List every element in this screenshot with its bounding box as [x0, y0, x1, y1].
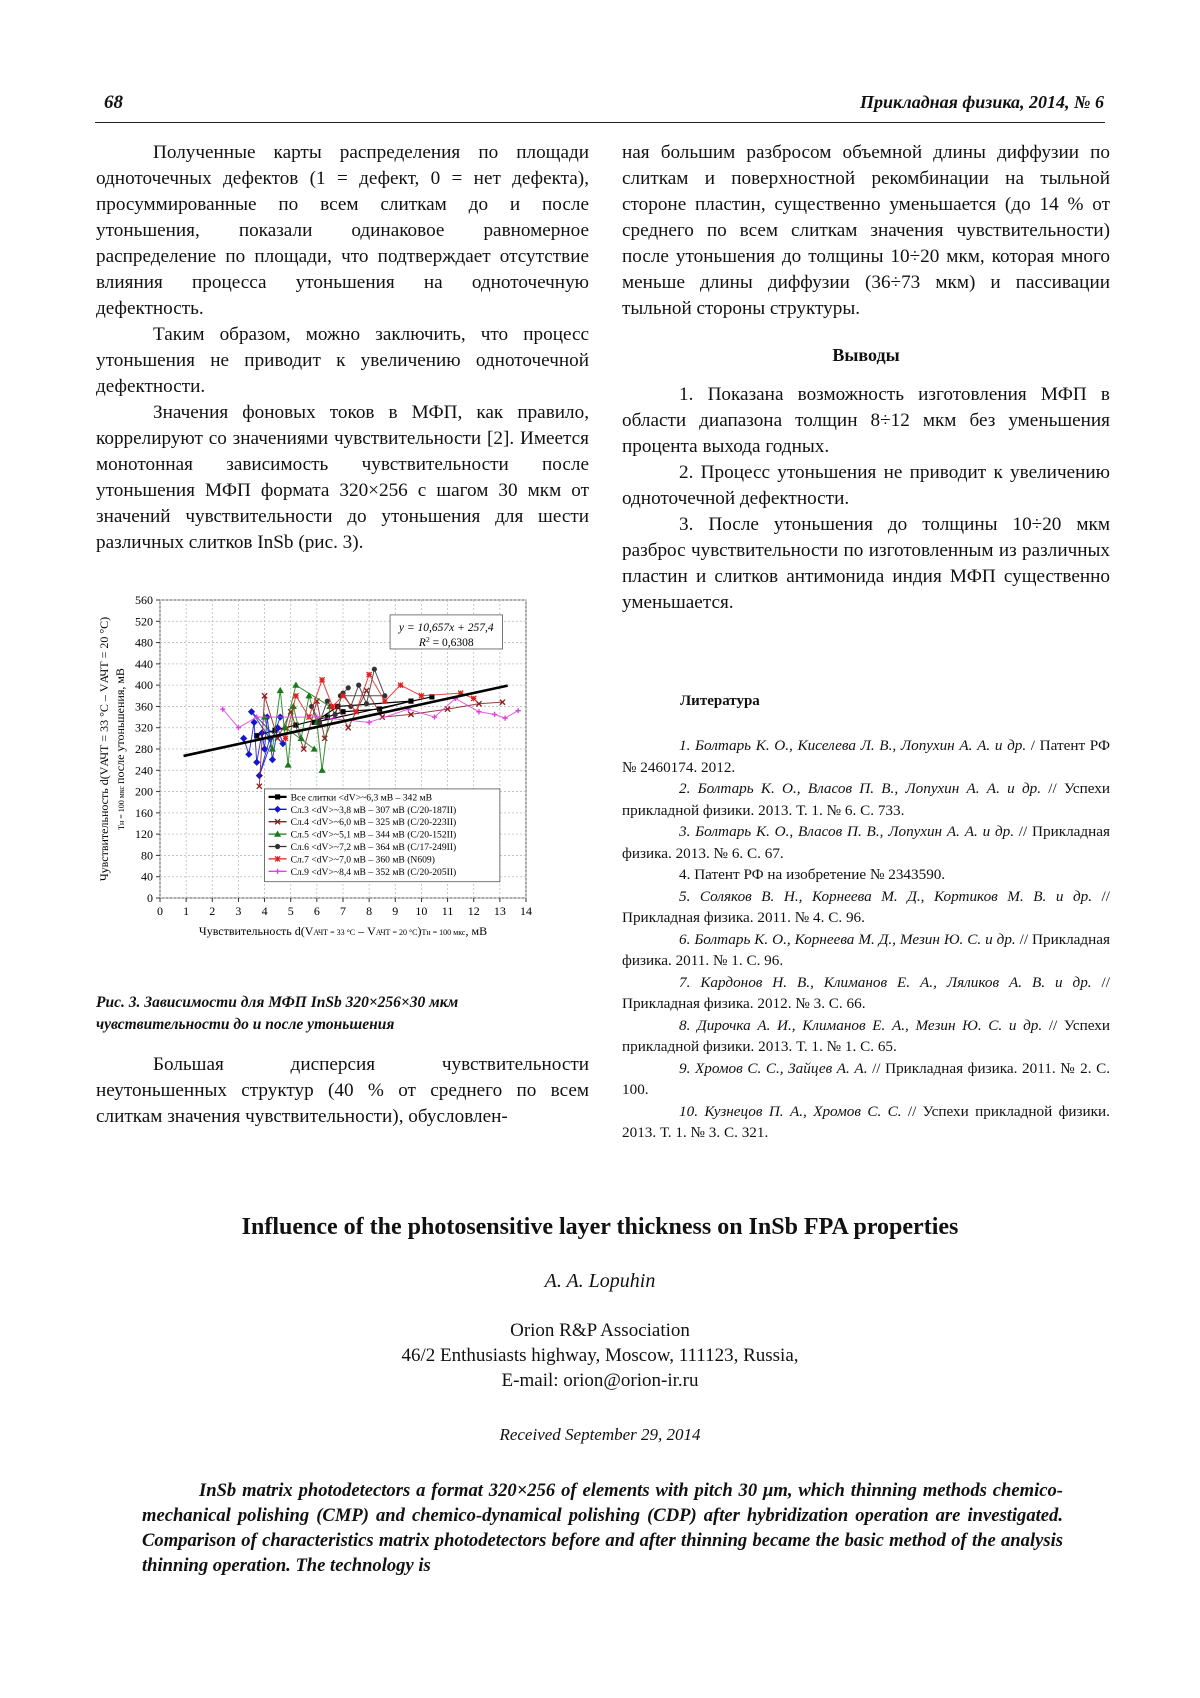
data-point — [346, 685, 351, 690]
reference-authors: 3. Болтарь К. О., Власов П. В., Лопухин А. А. и др. — [679, 823, 1015, 840]
reference-authors: 2. Болтарь К. О., Власов П. В., Лопухин А. А. и др. — [679, 780, 1042, 797]
reference-item — [622, 1058, 1110, 1101]
reference-item — [622, 778, 1110, 821]
reference-source: // Успехи прикладной физики. 2013. Т. 1. № 6. С. 733. — [622, 780, 1110, 819]
legend-label: Сл.3 <dV>~3,8 мВ – 307 мВ (С/20-187II) — [290, 804, 457, 816]
x-tick-label: 3 — [235, 904, 242, 918]
x-tick-label: 10 — [415, 904, 428, 918]
y-tick-label: 80 — [141, 848, 153, 863]
data-point — [372, 667, 377, 672]
abstract-text: InSb matrix photodetectors a format 320×256 of elements with pitch 30 μm, which thinning methods chemico-mechanical polishing (CMP) and chemico-dynamical polishing (CDP) after hybridization operation are investigated. Comparison of characteristics matrix photodetectors before and after thinning became the basic method of the analysis thinning operation. The technology is — [142, 1480, 1063, 1576]
x-tick-label: 6 — [313, 904, 320, 918]
reference-authors: 8. Дирочка А. И., Климанов Е. А., Мезин Ю. С. и др. — [679, 1016, 1043, 1034]
left-column-bottom — [96, 1052, 589, 1130]
data-point — [398, 683, 403, 688]
data-point — [382, 699, 387, 704]
y-axis-label-line2 — [113, 668, 127, 830]
reference-source: // Прикладная физика. 2012. № 3. С. 66. — [622, 973, 1110, 1012]
paragraph: Таким образом, можно заключить, что процесс утоньшения не приводит к увеличению одноточечной дефектности. — [96, 324, 589, 397]
reference-authors: 6. Болтарь К. О., Корнеева М. Д., Мезин Ю. С. и др. — [679, 930, 1016, 948]
y-tick-label: 400 — [135, 678, 153, 693]
conclusion-item: 2. Процесс утоньшения не приводит к увеличению одноточечной дефектности. — [622, 462, 1110, 509]
reference-source: // Прикладная физика. 2011. № 2. С. 100. — [622, 1059, 1111, 1098]
paragraph: Значения фоновых токов в МФП, как правило, коррелируют со значениями чувствительности [2]. Имеется монотонная зависимость чувствительности после утоньшения МФП формата 320×256 с шагом 30 мкм от значений чувствительности до утоньшения для шести различных слитков InSb (рис. 3). — [96, 402, 589, 553]
abstract — [142, 1478, 1063, 1578]
left-column-top — [96, 140, 589, 556]
legend-label: Все слитки <dV>~6,3 мВ – 342 мВ — [290, 792, 433, 804]
x-tick-label: 1 — [183, 904, 190, 918]
references-list — [622, 735, 1110, 1144]
y-tick-label: 200 — [135, 784, 153, 799]
x-tick-label: 11 — [441, 904, 454, 918]
reference-source: // Прикладная физика. 2013. № 6. С. 67. — [622, 823, 1110, 862]
journal-title: Прикладная физика, 2014, № 6 — [859, 92, 1104, 112]
legend-label: Сл.4 <dV>~6,0 мВ – 325 мВ (С/20-223II) — [290, 817, 457, 829]
y-tick-label: 320 — [135, 720, 153, 735]
legend-marker — [275, 794, 280, 799]
x-axis-label — [199, 924, 487, 938]
x-tick-label: 4 — [261, 904, 268, 918]
y-axis-label-main: после утоньшения, мВ — [113, 668, 127, 784]
y-tick-label: 280 — [135, 742, 153, 756]
x-axis-label-part: Чувствительность d(V — [198, 924, 314, 938]
x-tick-label: 13 — [493, 904, 506, 918]
x-tick-label: 5 — [287, 904, 294, 918]
legend-label: Сл.9 <dV>~8,4 мВ – 352 мВ (С/20-205II) — [290, 866, 457, 878]
reference-item — [622, 864, 1110, 886]
reference-item — [622, 1015, 1110, 1058]
english-title: Influence of the photosensitive layer thickness on InSb FPA properties — [241, 1214, 959, 1240]
reference-authors: 10. Кузнецов П. А., Хромов С. С. — [679, 1102, 902, 1120]
legend-label: Сл.5 <dV>~5,1 мВ – 344 мВ (С/20-152II) — [290, 829, 457, 841]
y-axis-label-sub: Тн = 100 мкс — [117, 783, 126, 830]
reference-source: 4. Патент РФ на изобретение № 2343590. — [679, 866, 946, 883]
reference-item — [622, 735, 1110, 778]
figure-caption: Рис. 3. Зависимости для МФП InSb 320×256×30 мкм чувствительности до и после утоньшения — [96, 994, 459, 1033]
data-point — [333, 712, 338, 717]
x-tick-label: 9 — [392, 904, 399, 918]
conclusion-item: 1. Показана возможность изготовления МФП в области диапазона толщин 8÷12 мкм без уменьшения процента выхода годных. — [622, 384, 1110, 457]
reference-source: / Патент РФ № 2460174. 2012. — [622, 737, 1110, 776]
trend-equation: y = 10,657x + 257,4 — [398, 621, 494, 634]
received-date: Received September 29, 2014 — [499, 1425, 701, 1444]
x-tick-label: 14 — [520, 904, 532, 918]
author: A. A. Lopuhin — [544, 1270, 656, 1292]
organization: Orion R&P Association — [510, 1320, 690, 1341]
reference-source: // Прикладная физика. 2011. № 1. С. 96. — [622, 930, 1110, 969]
reference-authors: 5. Соляков В. Н., Корнеева М. Д., Кортиков М. В. и др. — [679, 887, 1093, 905]
y-tick-label: 360 — [135, 699, 153, 714]
x-axis-label-part: – V — [355, 924, 376, 938]
trend-r2-part: 2 — [425, 634, 430, 644]
legend-label: Сл.7 <dV>~7,0 мВ – 360 мВ (N609) — [290, 854, 435, 866]
legend-label: Сл.6 <dV>~7,2 мВ – 364 мВ (С/17-249II) — [290, 842, 457, 854]
y-tick-label: 240 — [135, 763, 153, 778]
address: 46/2 Enthusiasts highway, Moscow, 111123, Russia, — [401, 1345, 799, 1366]
reference-item — [622, 929, 1110, 972]
paragraph: Большая дисперсия чувствительности неутоньшенных структур (40 % от среднего по всем слиткам значения чувствительности), обусловлен- — [96, 1054, 589, 1127]
data-point — [419, 693, 424, 698]
data-point — [319, 677, 324, 682]
data-point — [325, 699, 330, 704]
reference-source: // Успехи прикладной физики. 2013. Т. 1. № 3. С. 321. — [622, 1102, 1110, 1141]
reference-item — [622, 886, 1110, 929]
data-point — [283, 736, 288, 741]
data-point — [367, 672, 372, 677]
y-tick-label: 480 — [135, 635, 153, 650]
legend-marker — [275, 856, 280, 861]
email: E-mail: orion@orion-ir.ru — [501, 1370, 699, 1391]
data-point — [293, 693, 298, 698]
paragraph: ная большим разбросом объемной длины диффузии по слиткам и поверхностной рекомбинации на тыльной стороне пластин, существенно уменьшается (до 14 % от среднего по всем слиткам значения чувствительности) после утоньшения до толщины 10÷20 мкм, которая много меньше длины диффузии (36÷73 мкм) и пассивации тыльной стороны структуры. — [622, 142, 1110, 319]
conclusion-item: 3. После утоньшения до толщины 10÷20 мкм разброс чувствительности по изготовленным из различных пластин и слитков антимонида индия МФП существенно уменьшается. — [622, 514, 1110, 613]
data-point — [471, 696, 476, 701]
y-tick-label: 40 — [141, 869, 153, 884]
data-point — [340, 693, 345, 698]
y-tick-label: 0 — [147, 891, 153, 905]
x-axis-label-part: Тн = 100 мкс — [421, 928, 466, 937]
x-tick-label: 2 — [209, 904, 216, 918]
x-tick-label: 7 — [340, 904, 346, 918]
references-heading: Литература — [680, 693, 760, 709]
x-axis-label-part: АЧТ = 20 °С — [375, 928, 418, 937]
x-tick-label: 12 — [467, 904, 480, 918]
data-point — [356, 683, 361, 688]
paragraph: Полученные карты распределения по площади одноточечных дефектов (1 = дефект, 0 = нет дефекта), просуммированные по всем слиткам до и после утоньшения, показали одинаковое равномерное распределение по площади, что подтверждает отсутствие влияния процесса утоньшения на одноточечную дефектность. — [96, 142, 589, 319]
right-column — [622, 140, 1110, 616]
reference-authors: 7. Кардонов Н. В., Климанов Е. А., Ляликов А. В. и др. — [679, 973, 1092, 991]
x-tick-label: 8 — [366, 904, 373, 918]
data-point — [408, 699, 413, 704]
header-rule — [95, 122, 1105, 123]
reference-source: // Прикладная физика. 2011. № 4. С. 96. — [622, 887, 1110, 926]
y-axis-label: Чувствительность d(VАЧТ = 33 °С – VАЧТ = 20 °С) — [97, 616, 111, 882]
reference-source: // Успехи прикладной физики. 2013. Т. 1. № 1. С. 65. — [622, 1016, 1110, 1055]
data-point — [353, 709, 358, 714]
reference-authors: 9. Хромов С. С., Зайцев А. А. — [679, 1059, 868, 1077]
data-point — [330, 704, 335, 709]
x-axis-label-part: АЧТ = 33 °С — [313, 928, 356, 937]
reference-item — [622, 821, 1110, 864]
trend-r2-part: = 0,6308 — [429, 636, 474, 649]
x-axis-label-part: , мВ — [465, 924, 488, 938]
y-tick-label: 120 — [135, 827, 153, 842]
reference-item — [622, 972, 1110, 1015]
conclusions-heading: Выводы — [832, 345, 900, 365]
data-point — [364, 701, 369, 706]
x-axis-label-part: ) — [417, 924, 422, 938]
reference-item — [622, 1101, 1110, 1144]
y-tick-label: 160 — [135, 805, 153, 820]
x-tick-label: 0 — [157, 904, 163, 918]
y-tick-label: 440 — [135, 656, 153, 671]
reference-authors: 1. Болтарь К. О., Киселева Л. В., Лопухин А. А. и др. — [679, 737, 1027, 754]
page-number: 68 — [104, 92, 123, 113]
trend-r2-part: R — [418, 636, 426, 649]
y-tick-label: 560 — [135, 596, 153, 607]
y-tick-label: 520 — [135, 614, 153, 629]
legend-marker — [275, 844, 280, 849]
sensitivity-chart — [96, 596, 596, 976]
data-point — [317, 720, 322, 725]
